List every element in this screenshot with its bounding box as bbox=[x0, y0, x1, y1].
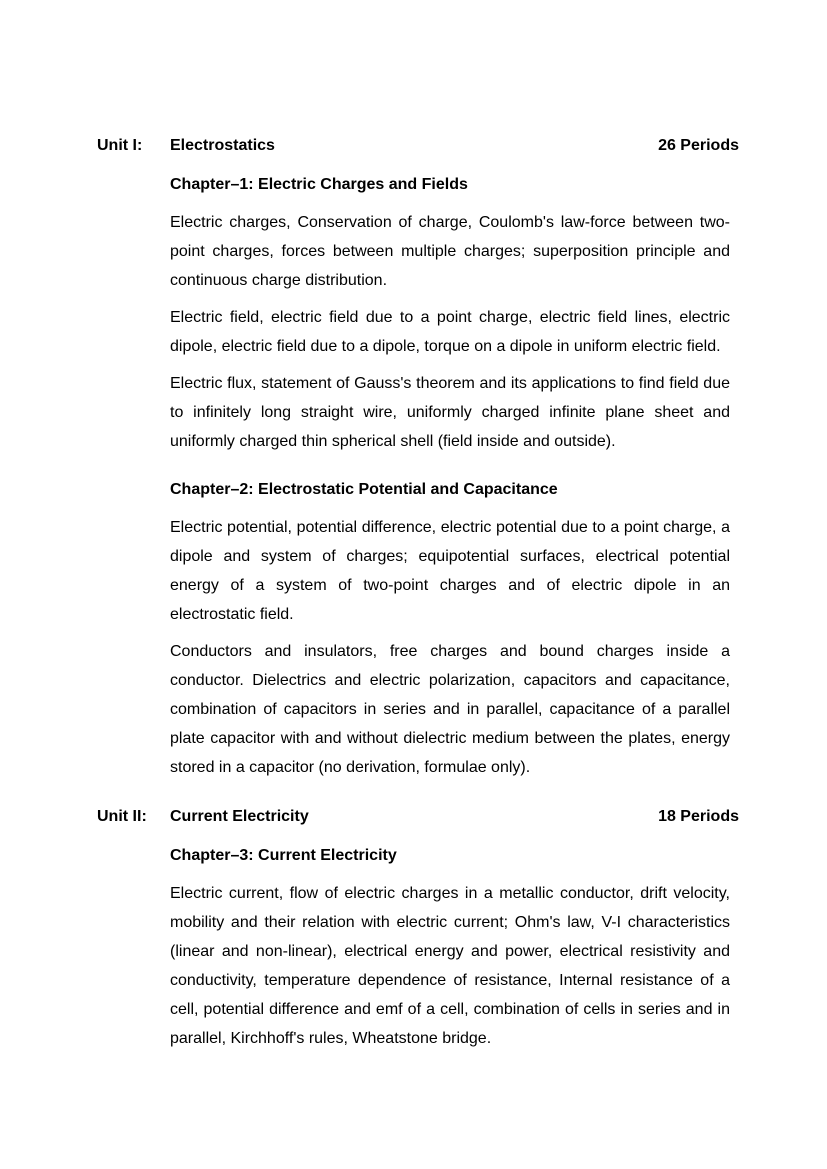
chapter-1-paragraph-1: Electric charges, Conservation of charge, Coulomb's law-force between two-point charges, forces between multiple charges; superposition principle and continuous charge distribution. bbox=[170, 214, 730, 289]
unit-title: Electrostatics bbox=[170, 137, 275, 154]
unit-label: Unit II: bbox=[97, 808, 147, 825]
chapter-1-paragraph-2: Electric field, electric field due to a point charge, electric field lines, electric dipole, electric field due to a dipole, torque on a dipole in uniform electric field. bbox=[170, 309, 730, 355]
chapter-3-paragraph-1: Electric current, flow of electric charges in a metallic conductor, drift velocity, mobility and their relation with electric current; Ohm's law, V-I characteristics (linear and non-linear), electrical energy and power, electrical resistivity and conductivity, temperature dependence of resistance, Internal resistance of a cell, potential difference and emf of a cell, combination of cells in series and in parallel, Kirchhoff's rules, Wheatstone bridge. bbox=[170, 885, 730, 1047]
chapter-2-paragraph-2: Conductors and insulators, free charges and bound charges inside a conductor. Dielectrics and electric polarization, capacitors and capacitance, combination of capacitors in series and in parallel, capacitance of a parallel plate capacitor with and without dielectric medium between the plates, energy stored in a capacitor (no derivation, formulae only). bbox=[170, 643, 730, 776]
unit-periods: 18 Periods bbox=[658, 808, 739, 825]
chapter-1-paragraph-3: Electric flux, statement of Gauss's theorem and its applications to find field due to infinitely long straight wire, uniformly charged infinite plane sheet and uniformly charged thin spherical shell (field inside and outside). bbox=[170, 375, 730, 450]
chapter-1-heading: Chapter–1: Electric Charges and Fields bbox=[170, 176, 468, 193]
chapter-2-paragraph-1: Electric potential, potential difference, electric potential due to a point charge, a dipole and system of charges; equipotential surfaces, electrical potential energy of a system of two-point charges and of electric dipole in an electrostatic field. bbox=[170, 519, 730, 623]
unit-periods: 26 Periods bbox=[658, 137, 739, 154]
chapter-3-heading: Chapter–3: Current Electricity bbox=[170, 847, 397, 864]
unit-title: Current Electricity bbox=[170, 808, 309, 825]
chapter-2-heading: Chapter–2: Electrostatic Potential and Capacitance bbox=[170, 481, 558, 498]
unit-label: Unit I: bbox=[97, 137, 143, 154]
